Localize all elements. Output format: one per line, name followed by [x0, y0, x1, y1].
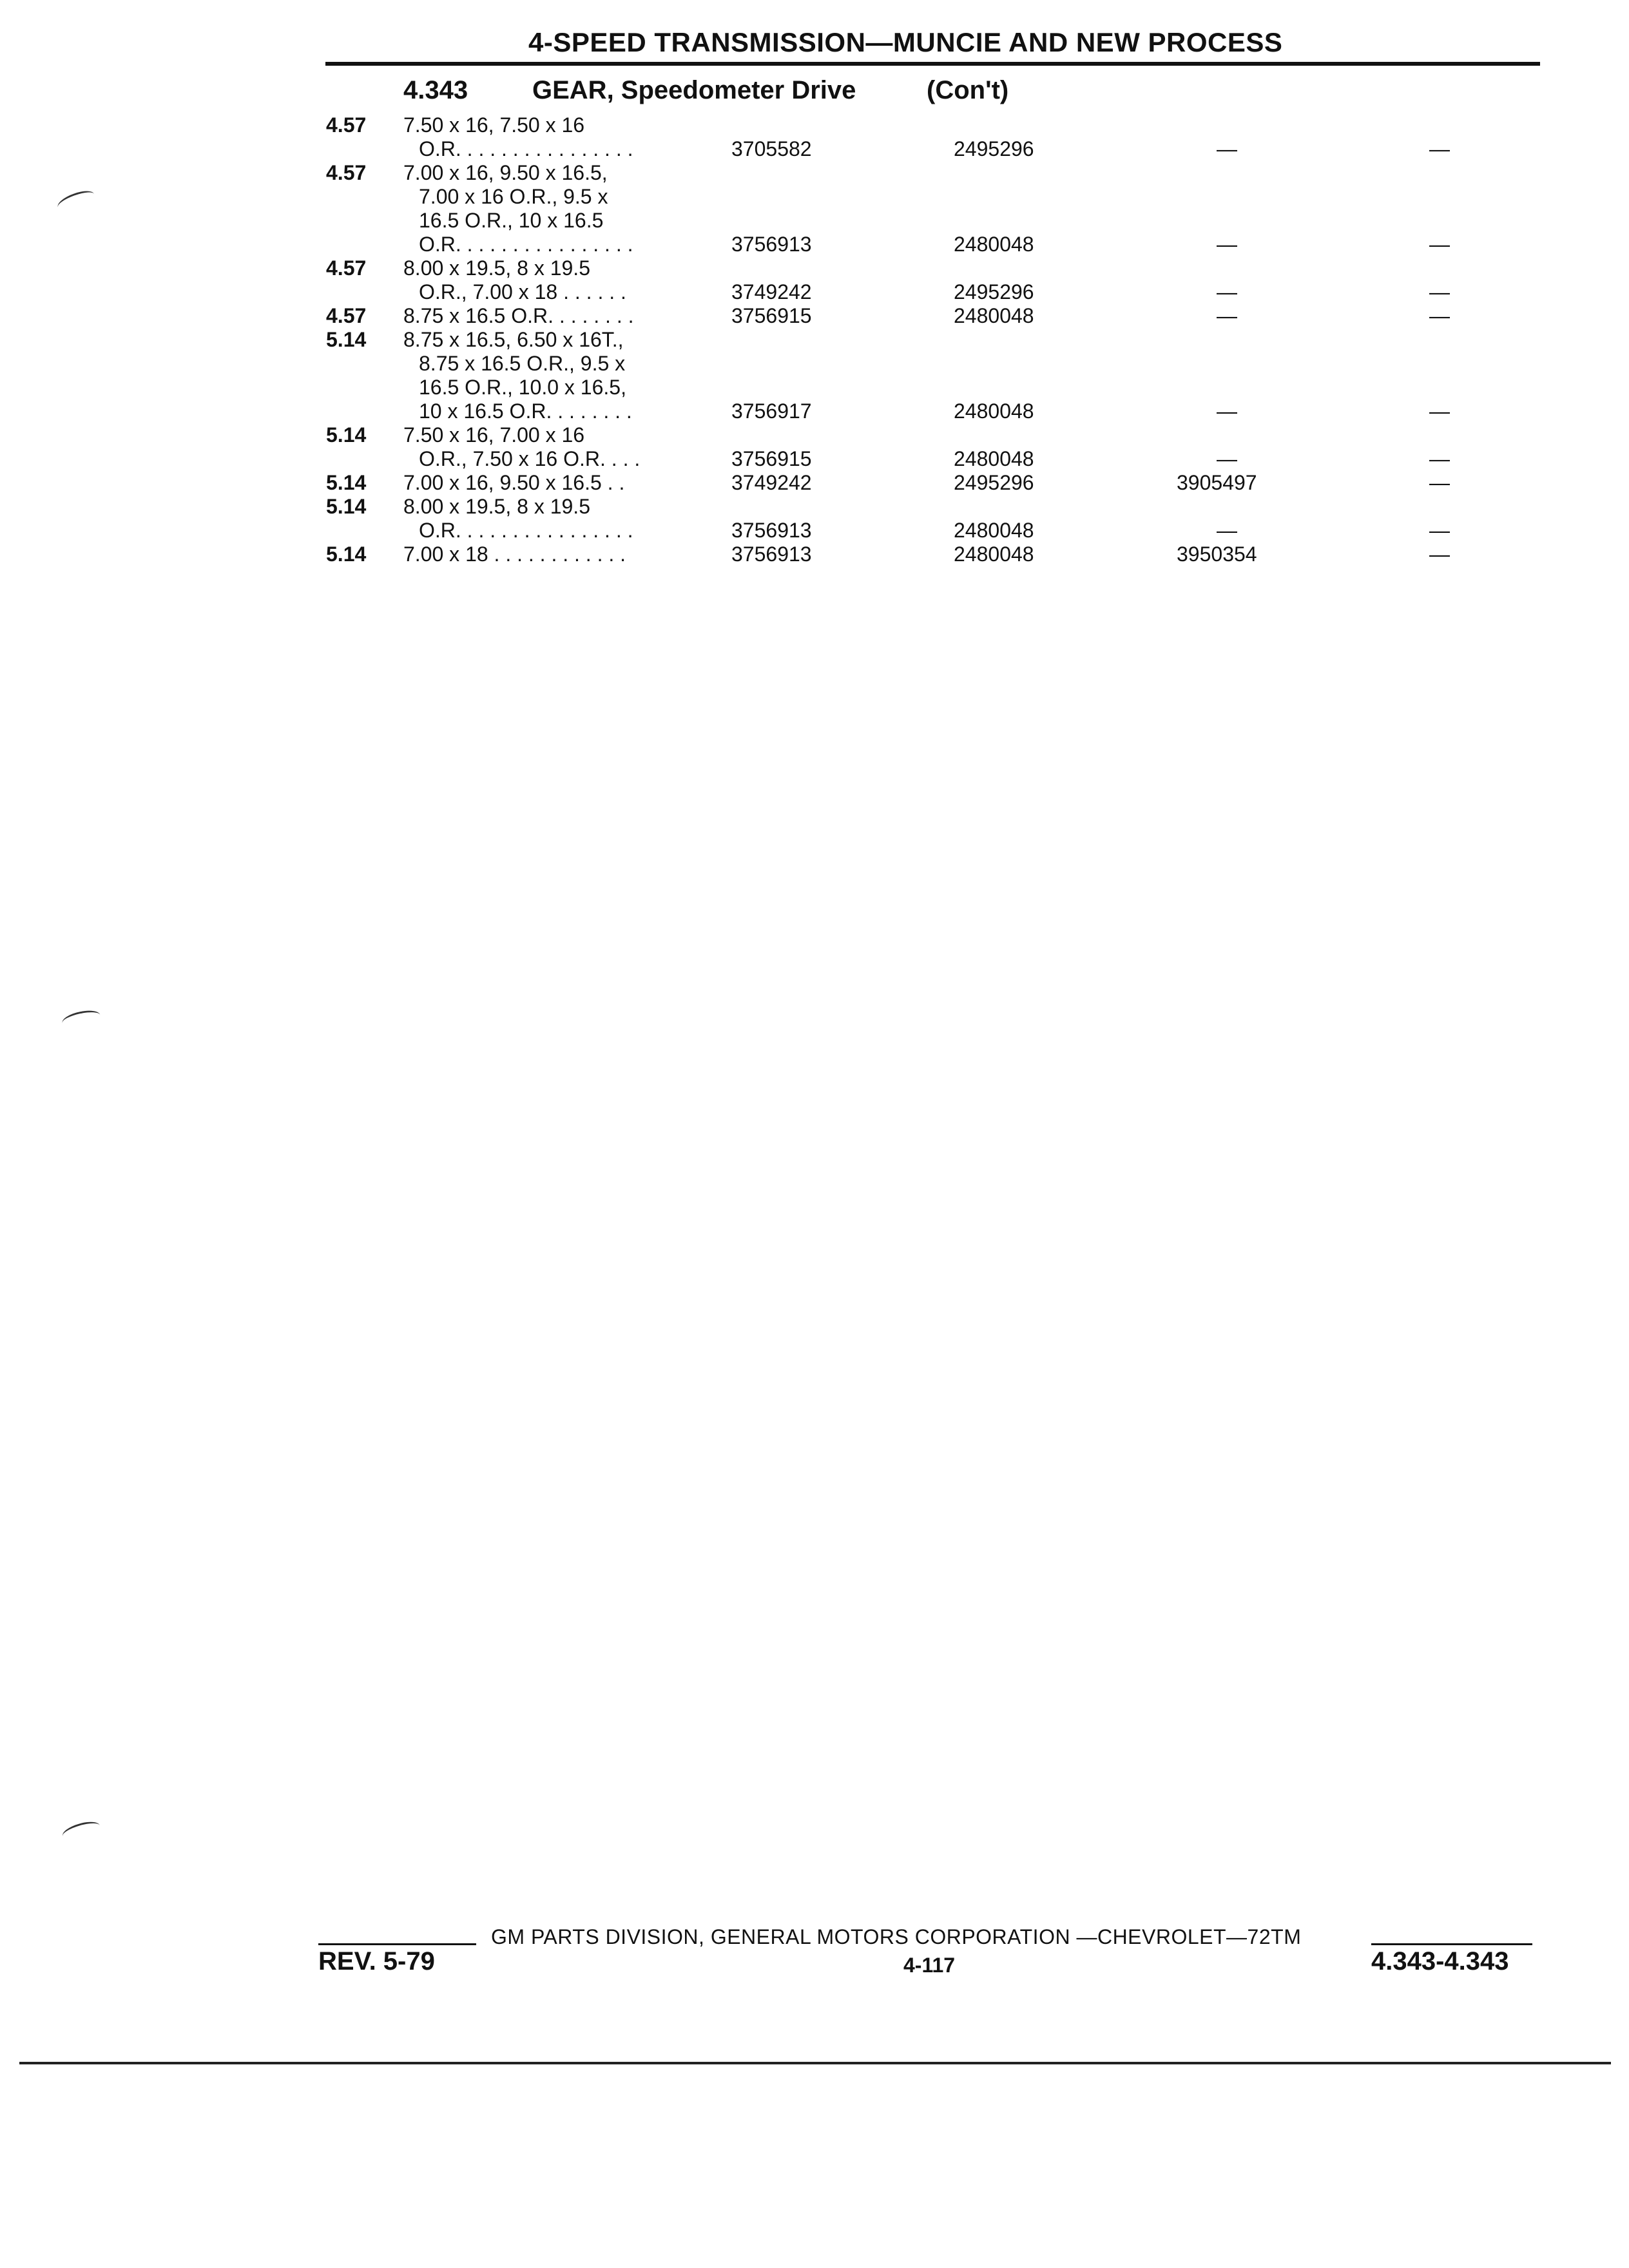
tire-size-description: O.R., 7.50 x 16 O.R. . . . [419, 447, 641, 470]
part-number-later: — [1217, 137, 1237, 160]
part-number: 3749242 [731, 280, 812, 303]
part-number-extra: — [1429, 137, 1450, 160]
gear-ratio: 4.57 [326, 304, 367, 327]
part-number-extra: — [1429, 233, 1450, 256]
punch-mark [61, 1818, 102, 1843]
tire-size-description: 7.00 x 18 . . . . . . . . . . . . [403, 543, 626, 566]
part-number-extra: — [1429, 543, 1450, 566]
gear-ratio: 5.14 [326, 543, 367, 566]
part-number-extra: — [1429, 399, 1450, 423]
part-number: 3756915 [731, 447, 812, 470]
page-title: 4-SPEED TRANSMISSION—MUNCIE AND NEW PROCESS [528, 27, 1283, 57]
part-number: 3756913 [731, 519, 812, 542]
part-number-later: 3950354 [1177, 543, 1257, 566]
part-number-later: — [1217, 519, 1237, 542]
tire-size-description: 8.75 x 16.5, 6.50 x 16T., [403, 328, 624, 351]
part-number: 3705582 [731, 137, 812, 160]
footer-rule [1371, 1943, 1532, 1945]
part-number-later: — [1217, 304, 1237, 327]
part-number-extra: — [1429, 280, 1450, 303]
tire-size-description: 16.5 O.R., 10 x 16.5 [419, 209, 604, 232]
part-number-extra: — [1429, 447, 1450, 470]
tire-size-description: O.R., 7.00 x 18 . . . . . . [419, 280, 626, 303]
tire-size-description: O.R. . . . . . . . . . . . . . . . [419, 233, 633, 256]
part-number: 3756915 [731, 304, 812, 327]
tire-size-description: 7.50 x 16, 7.00 x 16 [403, 423, 585, 447]
section-heading [403, 76, 1008, 105]
part-number-alt: 2480048 [954, 233, 1034, 256]
revision-label: REV. 5-79 [318, 1947, 435, 1975]
page-bottom-edge [19, 2062, 1611, 2064]
footer-rule [318, 1943, 476, 1945]
tire-size-description: 7.00 x 16 O.R., 9.5 x [419, 185, 608, 208]
section-range: 4.343-4.343 [1371, 1947, 1509, 1975]
punch-mark [55, 187, 97, 214]
tire-size-description: 16.5 O.R., 10.0 x 16.5, [419, 376, 626, 399]
tire-size-description: 8.75 x 16.5 O.R. . . . . . . . [403, 304, 634, 327]
page-number: 4-117 [903, 1954, 956, 1977]
tire-size-description: 7.00 x 16, 9.50 x 16.5, [403, 161, 608, 184]
part-number-later: — [1217, 399, 1237, 423]
section-number: 4.343 [403, 76, 468, 104]
gear-ratio: 4.57 [326, 113, 367, 137]
tire-size-description: O.R. . . . . . . . . . . . . . . . [419, 137, 633, 160]
part-number-alt: 2480048 [954, 304, 1034, 327]
part-number-alt: 2480048 [954, 399, 1034, 423]
part-number: 3756913 [731, 543, 812, 566]
tire-size-description: O.R. . . . . . . . . . . . . . . . [419, 519, 633, 542]
punch-mark [61, 1008, 101, 1030]
part-number: 3756913 [731, 233, 812, 256]
tire-size-description: 8.75 x 16.5 O.R., 9.5 x [419, 352, 626, 375]
part-number-extra: — [1429, 519, 1450, 542]
part-number-later: 3905497 [1177, 471, 1257, 494]
part-number-extra: — [1429, 471, 1450, 494]
part-number-later: — [1217, 280, 1237, 303]
gear-ratio: 5.14 [326, 328, 367, 351]
part-number-alt: 2480048 [954, 447, 1034, 470]
part-number-alt: 2495296 [954, 280, 1034, 303]
section-title: GEAR, Speedometer Drive [532, 76, 856, 104]
footer-organization: GM PARTS DIVISION, GENERAL MOTORS CORPORATION —CHEVROLET—72TM [491, 1925, 1302, 1948]
part-number-alt: 2495296 [954, 137, 1034, 160]
part-number-later: — [1217, 447, 1237, 470]
gear-ratio: 5.14 [326, 471, 367, 494]
header-divider [325, 62, 1540, 66]
part-number: 3756917 [731, 399, 812, 423]
tire-size-description: 8.00 x 19.5, 8 x 19.5 [403, 256, 590, 280]
gear-ratio: 5.14 [326, 495, 367, 518]
gear-ratio: 5.14 [326, 423, 367, 447]
tire-size-description: 7.00 x 16, 9.50 x 16.5 . . [403, 471, 625, 494]
part-number-alt: 2480048 [954, 543, 1034, 566]
tire-size-description: 7.50 x 16, 7.50 x 16 [403, 113, 585, 137]
tire-size-description: 10 x 16.5 O.R. . . . . . . . [419, 399, 632, 423]
part-number-alt: 2480048 [954, 519, 1034, 542]
part-number-alt: 2495296 [954, 471, 1034, 494]
gear-ratio: 4.57 [326, 161, 367, 184]
gear-ratio: 4.57 [326, 256, 367, 280]
tire-size-description: 8.00 x 19.5, 8 x 19.5 [403, 495, 590, 518]
part-number-extra: — [1429, 304, 1450, 327]
section-continued: (Con't) [927, 76, 1009, 104]
part-number: 3749242 [731, 471, 812, 494]
part-number-later: — [1217, 233, 1237, 256]
